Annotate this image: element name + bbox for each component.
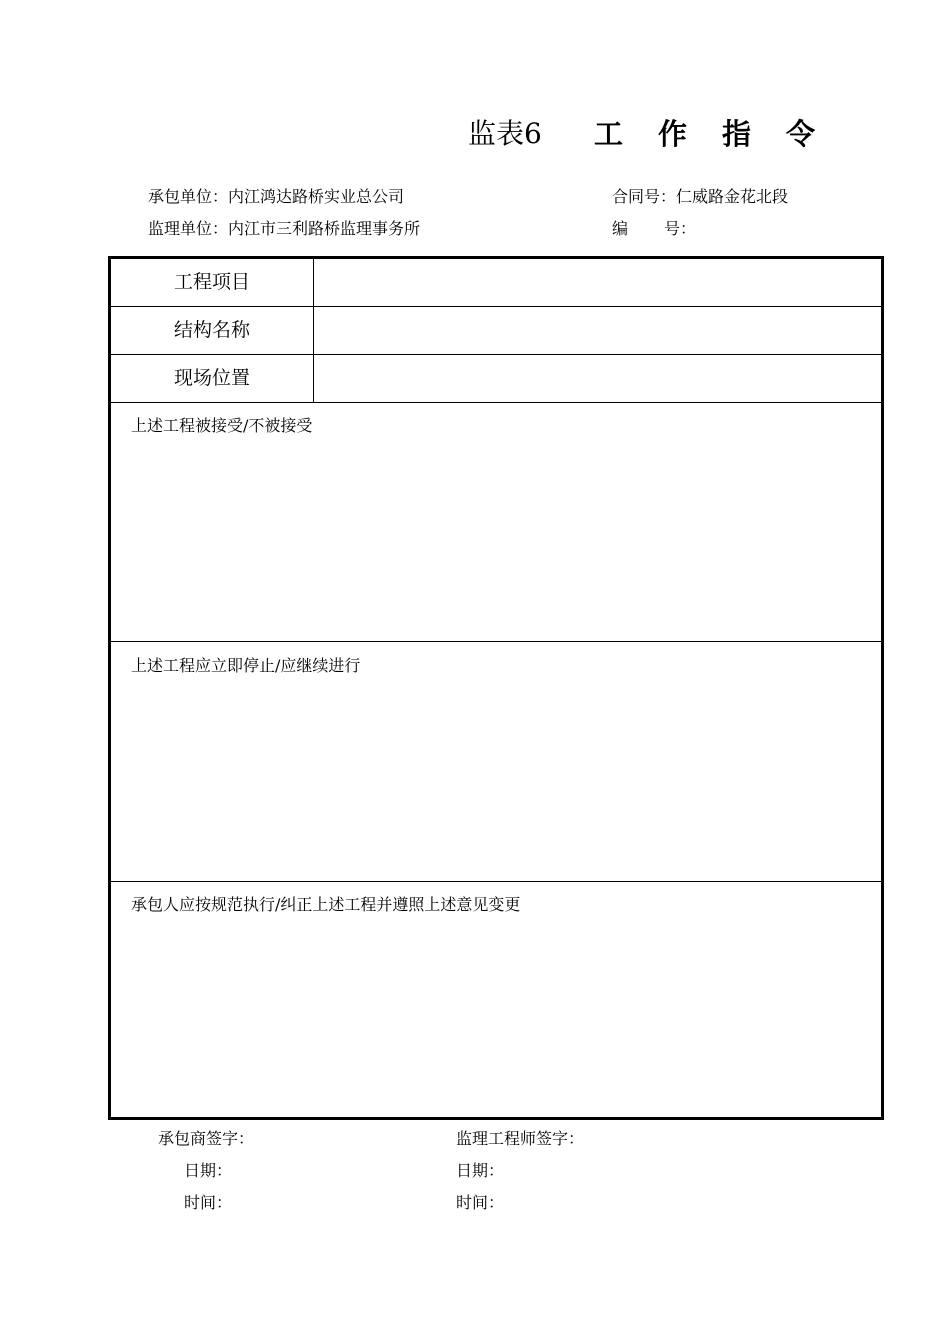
engineer-date-label: 日期： [456,1161,505,1180]
serial-label-end: 号： [664,219,697,238]
engineer-time-label: 时间： [456,1193,505,1212]
column-divider [313,259,314,403]
row-value-location[interactable] [314,355,881,402]
row-divider [111,402,881,403]
row-value-project[interactable] [314,259,881,306]
section-divider [111,641,881,642]
engineer-signature-label: 监理工程师签字： [456,1129,585,1148]
form-table [108,256,884,1120]
contractor-date-label: 日期： [184,1161,233,1180]
section-divider [111,881,881,882]
row-value-structure[interactable] [314,307,881,354]
row-label-location: 现场位置 [173,367,250,389]
serial-number-label [612,218,696,240]
row-label-project: 工程项目 [173,271,250,293]
title-char-4: 令 [786,117,816,151]
title-char-2: 作 [658,117,688,151]
contractor-signature-label: 承包商签字： [158,1129,255,1148]
section-correction: 承包人应按规范执行/纠正上述工程并遵照上述意见变更 [131,895,521,914]
contractor-time-label: 时间： [184,1193,233,1212]
form-code: 监表6 [468,117,542,150]
supervisor-unit: 监理单位：内江市三利路桥监理事务所 [148,219,421,238]
contract-number: 合同号：仁威路金花北段 [612,187,789,206]
title-char-1: 工 [594,117,624,151]
section-stop-continue: 上述工程应立即停止/应继续进行 [131,656,361,675]
contractor-unit: 承包单位：内江鸿达路桥实业总公司 [148,187,405,206]
title-char-3: 指 [722,117,752,151]
section-acceptance: 上述工程被接受/不被接受 [131,416,313,435]
form-title [594,114,850,154]
row-label-structure: 结构名称 [173,319,250,341]
serial-label-start: 编 [612,219,629,238]
